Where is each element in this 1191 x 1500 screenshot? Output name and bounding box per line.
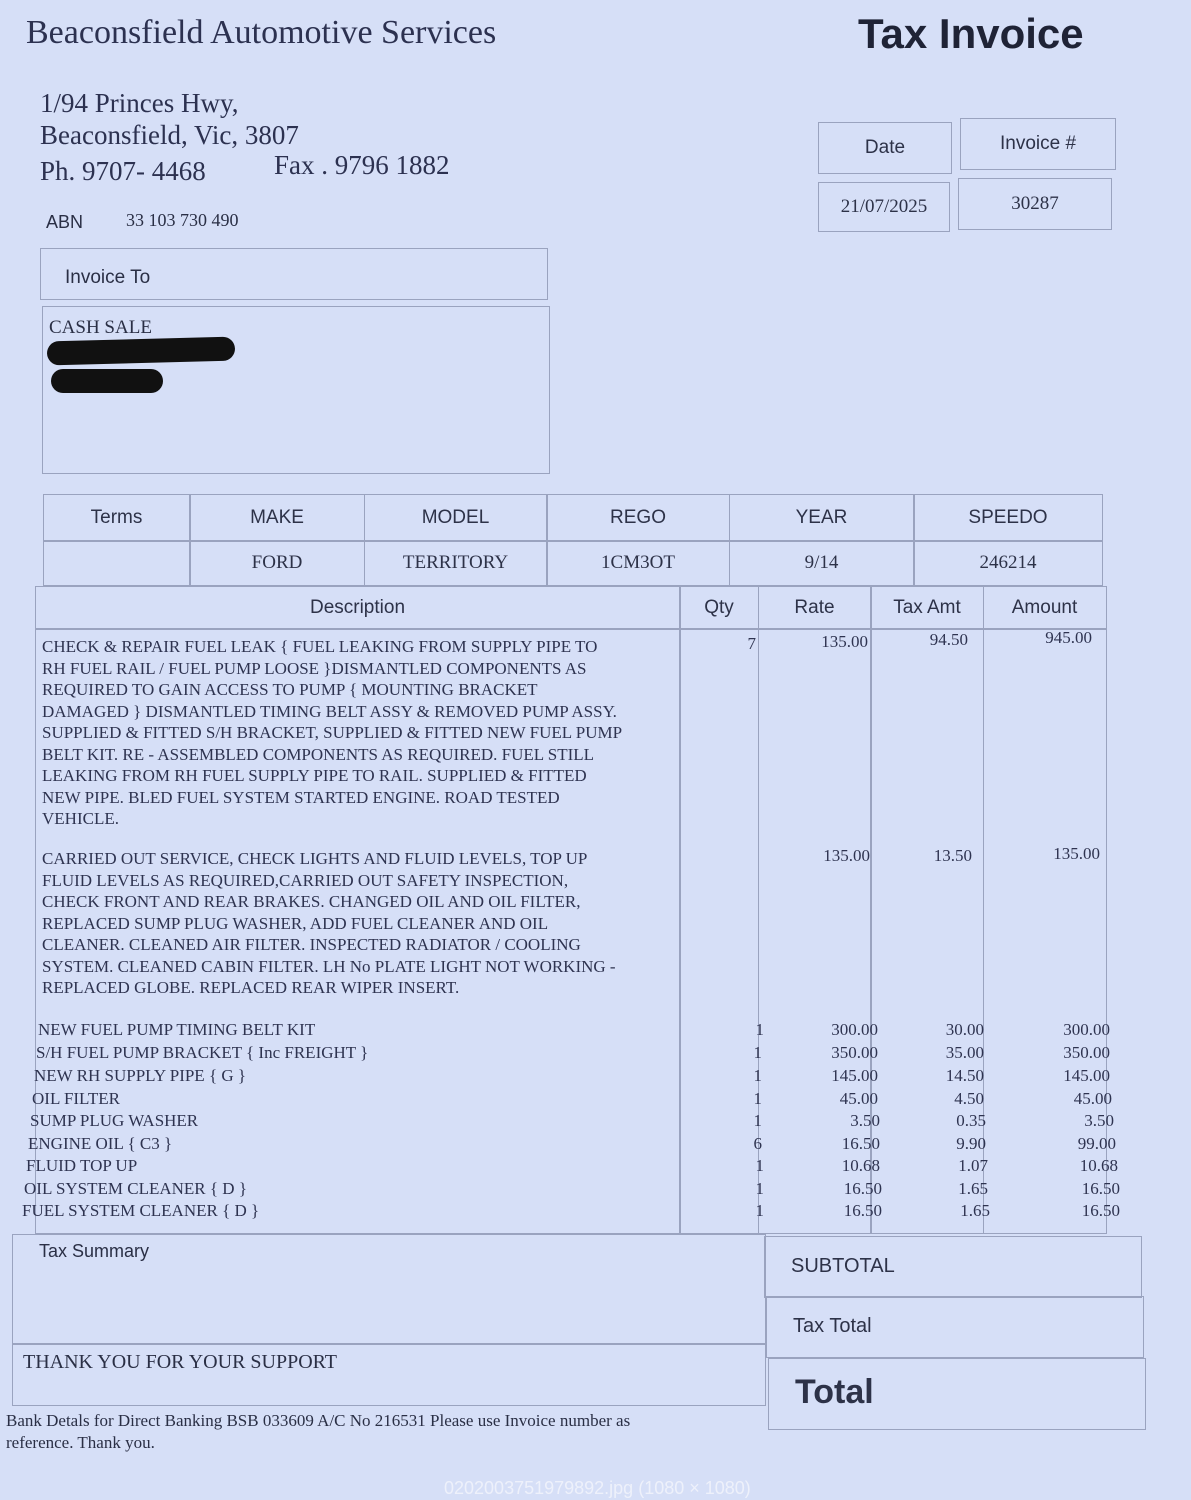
invoice-number-label: Invoice # <box>999 133 1077 154</box>
part-qty: 1 <box>755 1020 764 1039</box>
labour-amount-2: 135.00 <box>1053 844 1100 863</box>
part-rate: 45.00 <box>839 1089 878 1108</box>
company-fax: Fax . 9796 1882 <box>274 150 450 180</box>
part-rate: 300.00 <box>831 1020 878 1039</box>
date-label: Date <box>864 137 906 158</box>
company-address-line1: 1/94 Princes Hwy, <box>40 88 239 118</box>
part-tax: 30.00 <box>945 1020 984 1039</box>
total-label: Total <box>795 1373 874 1411</box>
thanks-box <box>12 1344 766 1406</box>
invoice-label-cell <box>960 118 1116 170</box>
invoice-number-cell <box>958 178 1112 230</box>
rego-header: REGO <box>546 494 730 542</box>
image-caption-watermark: 0202003751979892.jpg (1080 × 1080) <box>444 1478 751 1498</box>
part-amount: 300.00 <box>1063 1020 1110 1039</box>
qty-header: Qty <box>679 586 759 630</box>
speedo-header: SPEEDO <box>913 494 1103 542</box>
part-description: FLUID TOP UP <box>26 1156 138 1175</box>
amount-header: Amount <box>983 586 1107 630</box>
part-tax: 1.65 <box>960 1201 990 1220</box>
labour-tax-1: 94.50 <box>929 630 968 649</box>
part-qty: 1 <box>755 1179 764 1198</box>
part-amount: 16.50 <box>1081 1201 1120 1220</box>
model-value: TERRITORY <box>364 540 548 586</box>
part-tax: 14.50 <box>945 1066 984 1085</box>
year-value: 9/14 <box>729 540 915 586</box>
invoice-to-box <box>42 306 550 474</box>
part-tax: 0.35 <box>956 1111 986 1130</box>
part-amount: 16.50 <box>1081 1179 1120 1198</box>
part-qty: 1 <box>753 1066 762 1085</box>
tax-summary-label: Tax Summary <box>39 1241 150 1261</box>
make-value: FORD <box>189 540 365 586</box>
part-tax: 1.07 <box>958 1156 988 1175</box>
part-description: NEW FUEL PUMP TIMING BELT KIT <box>38 1020 316 1039</box>
part-qty: 1 <box>755 1156 764 1175</box>
part-description: OIL SYSTEM CLEANER { D } <box>24 1179 247 1198</box>
part-qty: 6 <box>753 1134 762 1153</box>
part-rate: 3.50 <box>850 1111 880 1130</box>
description-header: Description <box>35 586 681 630</box>
rego-value: 1CM3OT <box>546 540 730 586</box>
part-qty: 1 <box>753 1111 762 1130</box>
part-description: FUEL SYSTEM CLEANER { D } <box>22 1201 260 1220</box>
terms-header: Terms <box>43 494 191 542</box>
labour-rate-1: 135.00 <box>821 632 868 651</box>
part-qty: 1 <box>753 1043 762 1062</box>
invoice-date: 21/07/2025 <box>840 196 928 217</box>
tax-amt-header: Tax Amt <box>870 586 984 630</box>
part-amount: 145.00 <box>1063 1066 1110 1085</box>
part-tax: 9.90 <box>956 1134 986 1153</box>
labour-rate-2: 135.00 <box>823 846 870 865</box>
part-description: OIL FILTER <box>32 1089 120 1108</box>
subtotal-label: SUBTOTAL <box>791 1255 895 1277</box>
part-rate: 350.00 <box>831 1043 878 1062</box>
part-qty: 1 <box>755 1201 764 1220</box>
vehicle-value-row <box>44 540 1103 586</box>
vehicle-header-row <box>44 494 1103 542</box>
company-name: Beaconsfield Automotive Services <box>26 14 497 51</box>
labour-description-1: CHECK & REPAIR FUEL LEAK { FUEL LEAKING FROM SUPPLY PIPE TO RH FUEL RAIL / FUEL PUMP LOOSE }DISMANTLED COMPONENTS AS REQUIRED TO GAIN ACCESS TO PUMP { MOUNTING BRACKET DAMAGED } DISMANTLED TIMING BELT ASSY & REMOVED PUMP ASSY. SUPPLIED & FITTED S/H BRACKET, SUPPLIED & FITTED NEW FUEL PUMP BELT KIT. RE - ASSEMBLED COMPONENTS AS REQUIRED. FUEL STILL LEAKING FROM RH FUEL SUPPLY PIPE TO RAIL. SUPPLIED & FITTED NEW PIPE. BLED FUEL SYSTEM STARTED ENGINE. ROAD TESTED VEHICLE. <box>42 637 623 828</box>
speedo-value: 246214 <box>913 540 1103 586</box>
abn-label: ABN <box>46 212 84 232</box>
part-amount: 3.50 <box>1084 1111 1114 1130</box>
part-description: S/H FUEL PUMP BRACKET { Inc FREIGHT } <box>36 1043 369 1062</box>
redaction-mark <box>51 369 163 393</box>
thank-you-message: THANK YOU FOR YOUR SUPPORT <box>23 1351 338 1373</box>
abn-value: 33 103 730 490 <box>126 210 239 230</box>
tax-total-label: Tax Total <box>793 1315 872 1337</box>
part-amount: 350.00 <box>1063 1043 1110 1062</box>
part-rate: 10.68 <box>841 1156 880 1175</box>
customer-name: CASH SALE <box>49 317 152 338</box>
invoice-number: 30287 <box>1011 193 1059 214</box>
part-amount: 10.68 <box>1079 1156 1118 1175</box>
date-value-cell <box>818 182 950 232</box>
company-phone: Ph. 9707- 4468 <box>40 156 206 186</box>
labour-description-2: CARRIED OUT SERVICE, CHECK LIGHTS AND FLUID LEVELS, TOP UP FLUID LEVELS AS REQUIRED,CARRIED OUT SAFETY INSPECTION, CHECK FRONT AND REAR BRAKES. CHANGED OIL AND OIL FILTER, REPLACED SUMP PLUG WASHER, ADD FUEL CLEANER AND OIL CLEANER. CLEANED AIR FILTER. INSPECTED RADIATOR / COOLING SYSTEM. CLEANED CABIN FILTER. LH No PLATE LIGHT NOT WORKING - REPLACED GLOBE. REPLACED REAR WIPER INSERT. <box>42 849 616 997</box>
part-description: SUMP PLUG WASHER <box>30 1111 199 1130</box>
part-rate: 16.50 <box>843 1179 882 1198</box>
invoice-to-label: Invoice To <box>65 267 151 288</box>
rate-header: Rate <box>758 586 872 630</box>
part-tax: 1.65 <box>958 1179 988 1198</box>
redaction-mark <box>47 337 236 366</box>
part-rate: 145.00 <box>831 1066 878 1085</box>
subtotal-box <box>764 1236 1142 1298</box>
bank-details: Bank Detals for Direct Banking BSB 033609 A/C No 216531 Please use Invoice number as reference. Thank you. <box>6 1411 631 1452</box>
part-amount: 45.00 <box>1073 1089 1112 1108</box>
terms-value <box>43 540 191 586</box>
part-description: ENGINE OIL { C3 } <box>28 1134 173 1153</box>
labour-qty-1: 7 <box>747 634 756 653</box>
company-address-line2: Beaconsfield, Vic, 3807 <box>40 120 299 150</box>
make-header: MAKE <box>189 494 365 542</box>
part-qty: 1 <box>753 1089 762 1108</box>
part-tax: 35.00 <box>945 1043 984 1062</box>
part-amount: 99.00 <box>1077 1134 1116 1153</box>
model-header: MODEL <box>364 494 548 542</box>
document-title: Tax Invoice <box>858 10 1084 57</box>
tax-summary-box <box>12 1234 766 1344</box>
total-box <box>768 1358 1146 1430</box>
part-rate: 16.50 <box>841 1134 880 1153</box>
part-description: NEW RH SUPPLY PIPE { G } <box>34 1066 247 1085</box>
year-header: YEAR <box>729 494 915 542</box>
labour-amount-1: 945.00 <box>1045 628 1092 647</box>
tax-total-box <box>766 1296 1144 1358</box>
labour-tax-2: 13.50 <box>933 846 972 865</box>
part-tax: 4.50 <box>954 1089 984 1108</box>
part-rate: 16.50 <box>843 1201 882 1220</box>
items-header-row <box>36 586 1107 630</box>
invoice-to-header <box>40 248 548 300</box>
date-label-cell <box>818 122 952 174</box>
